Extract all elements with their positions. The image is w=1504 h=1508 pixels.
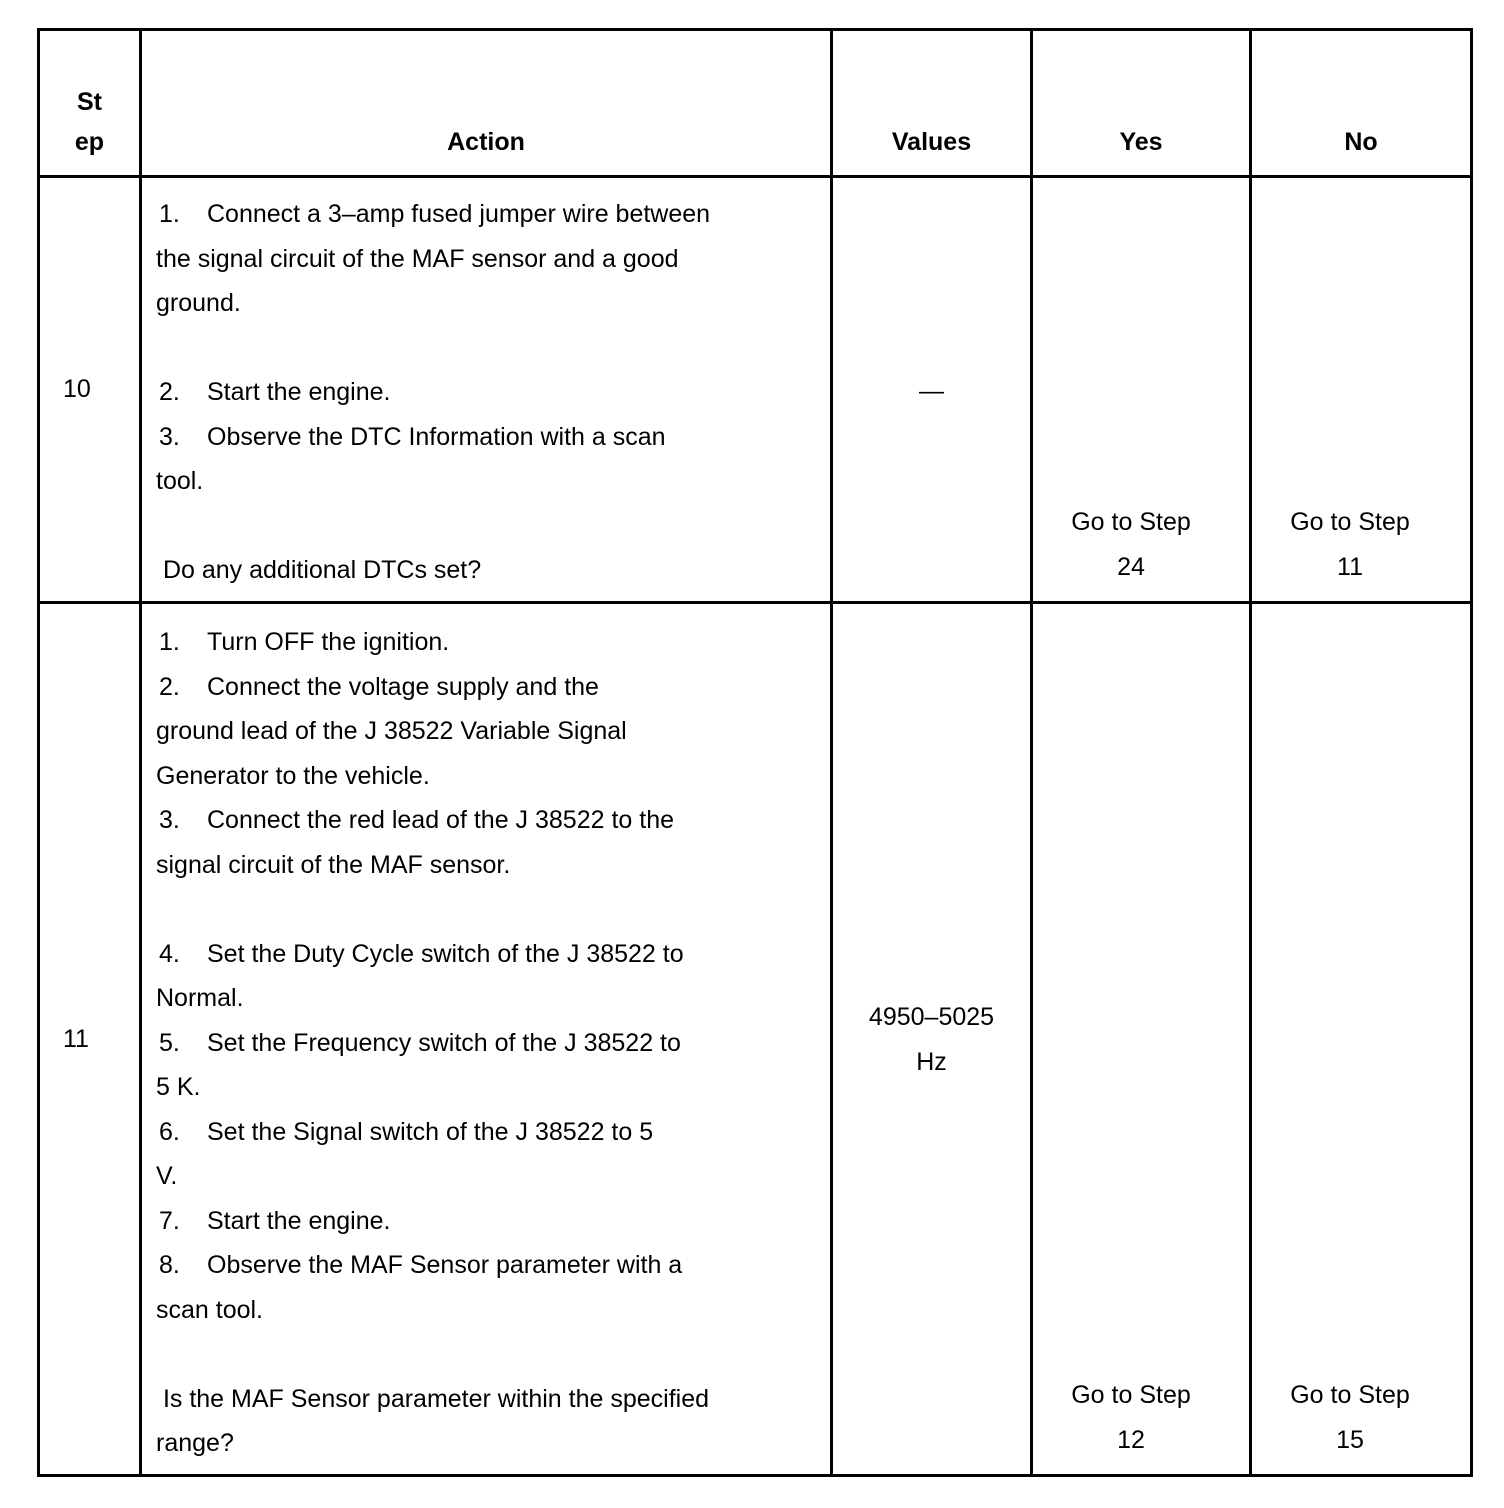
action-line: 3. Observe the DTC Information with a scan	[159, 422, 666, 451]
action-line: 8. Observe the MAF Sensor parameter with a	[159, 1251, 683, 1279]
action-line: ground.	[156, 289, 241, 317]
table-border-right	[1470, 28, 1473, 1477]
table-border-top	[37, 28, 1473, 31]
no-goto-label: Go to Step	[1290, 508, 1410, 536]
diagnostic-table	[37, 28, 1473, 1477]
action-line	[156, 326, 710, 371]
yes-goto	[1031, 500, 1231, 589]
yes-goto-step: 24	[1117, 552, 1145, 581]
action-line	[156, 887, 709, 932]
action-line: V.	[156, 1162, 178, 1190]
action-line: 2. Start the engine.	[159, 378, 391, 406]
column-divider-values	[1030, 28, 1033, 1477]
row-divider	[37, 601, 1473, 604]
header-step-line-2: ep	[74, 128, 105, 156]
no-goto-step: 11	[1337, 552, 1363, 581]
header-values: Values	[891, 128, 972, 156]
action-line	[156, 1332, 709, 1377]
header-step	[40, 82, 139, 162]
no-goto-label: Go to Step	[1290, 1381, 1410, 1409]
header-yes: Yes	[1119, 128, 1163, 156]
action-line: 6. Set the Signal switch of the J 38522 to 5	[159, 1117, 654, 1146]
value-unit: Hz	[916, 1047, 947, 1076]
action-line: 1. Connect a 3–amp fused jumper wire between	[159, 200, 711, 228]
no-goto	[1250, 1373, 1450, 1462]
value-line: —	[919, 377, 944, 405]
step-number: 10	[63, 375, 91, 403]
action-question-cont: range?	[156, 1429, 234, 1457]
table-border-bottom	[37, 1474, 1473, 1477]
step-number: 11	[63, 1025, 89, 1053]
action-steps	[156, 620, 709, 1466]
action-line: scan tool.	[156, 1295, 264, 1324]
action-line: 1. Turn OFF the ignition.	[159, 628, 450, 656]
action-line	[156, 504, 710, 549]
action-line: signal circuit of the MAF sensor.	[156, 850, 511, 879]
action-question: Do any additional DTCs set?	[156, 556, 482, 584]
yes-goto-label: Go to Step	[1071, 508, 1191, 536]
value-cell	[833, 369, 1030, 414]
yes-goto-label: Go to Step	[1071, 1381, 1191, 1409]
value-line: 4950–5025	[868, 1003, 995, 1031]
action-line: 3. Connect the red lead of the J 38522 to the	[159, 806, 675, 834]
action-line: 7. Start the engine.	[159, 1206, 391, 1235]
action-line: 5 K.	[156, 1073, 201, 1101]
action-steps	[156, 192, 710, 593]
header-divider	[37, 175, 1473, 178]
header-action: Action	[447, 128, 525, 156]
column-divider-action	[830, 28, 833, 1477]
action-line: Normal.	[156, 984, 244, 1012]
yes-goto-step: 12	[1117, 1425, 1145, 1454]
yes-goto	[1031, 1373, 1231, 1462]
action-line: 5. Set the Frequency switch of the J 38522 to	[159, 1028, 681, 1057]
action-line: ground lead of the J 38522 Variable Signal	[156, 717, 627, 745]
action-line: 4. Set the Duty Cycle switch of the J 38522 to	[159, 939, 684, 968]
table-border-left	[37, 28, 40, 1477]
column-divider-step	[139, 28, 142, 1477]
action-line: 2. Connect the voltage supply and the	[159, 672, 599, 701]
action-line: Generator to the vehicle.	[156, 761, 430, 790]
no-goto	[1250, 500, 1450, 589]
header-no: No	[1344, 128, 1378, 156]
header-step-line-1: St	[77, 88, 102, 116]
no-goto-step: 15	[1336, 1425, 1364, 1454]
action-line: the signal circuit of the MAF sensor and a good	[156, 244, 679, 273]
column-divider-yes	[1249, 28, 1252, 1477]
action-line: tool.	[156, 467, 204, 495]
action-question: Is the MAF Sensor parameter within the specified	[156, 1384, 710, 1413]
value-cell	[833, 995, 1030, 1084]
